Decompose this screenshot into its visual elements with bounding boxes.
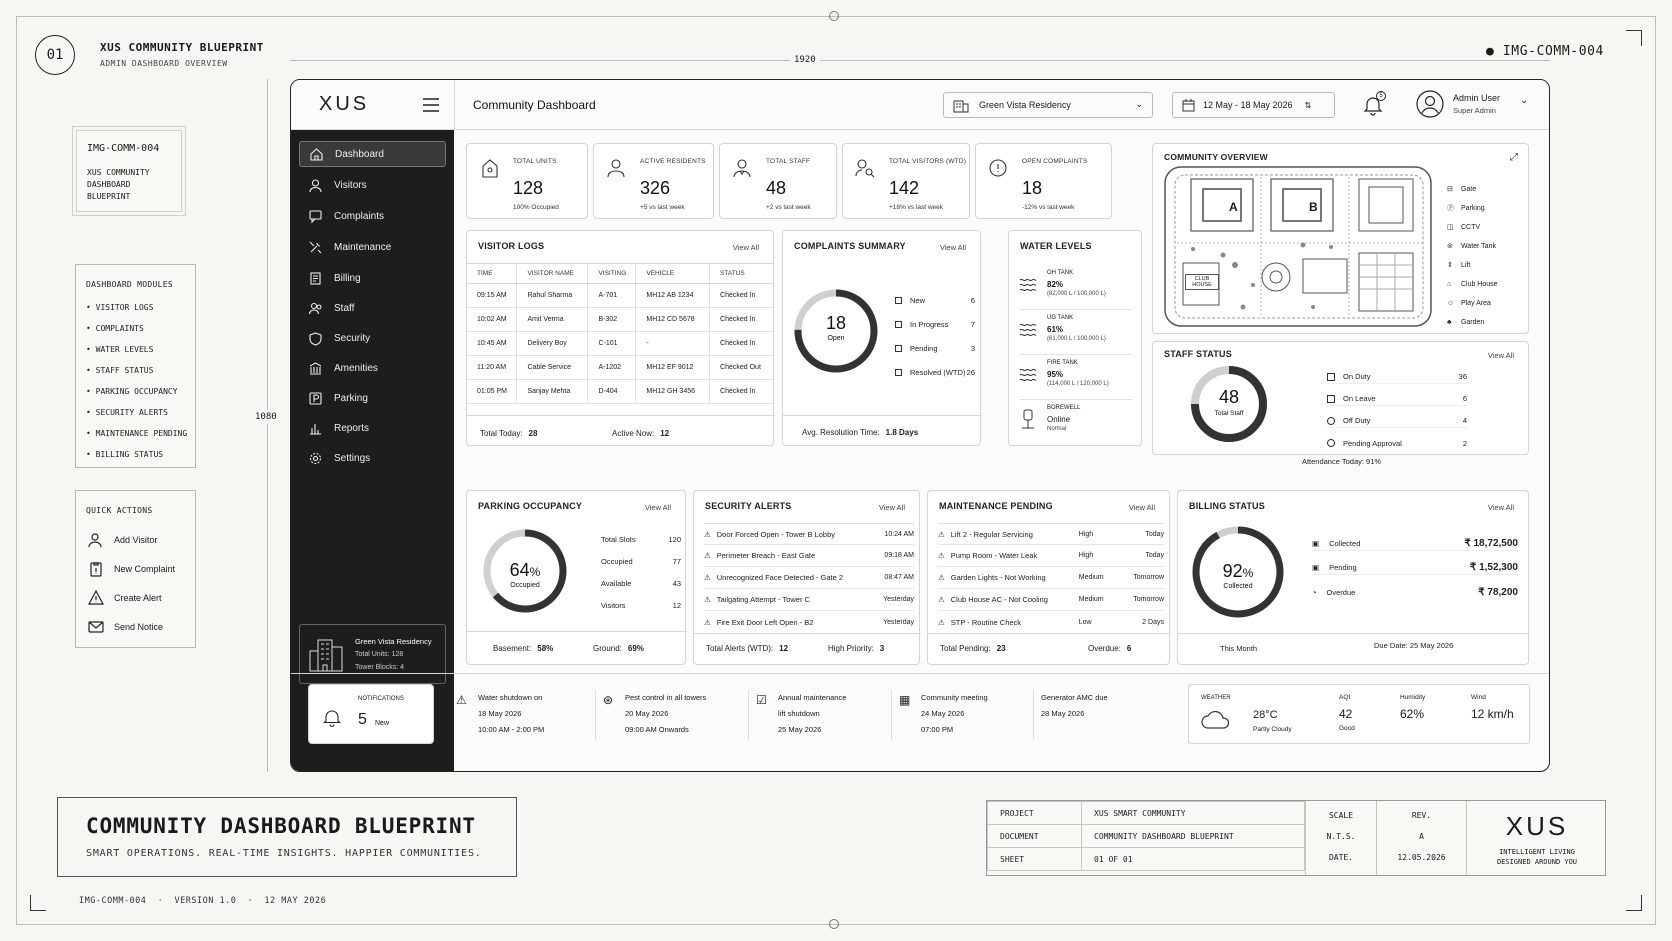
calendar-icon: ▦ xyxy=(899,693,911,707)
security-alerts-card xyxy=(693,490,920,665)
maintenance-view-all[interactable]: View All xyxy=(1128,503,1155,512)
sidebar-item-amenities[interactable]: Amenities xyxy=(299,355,446,381)
stat-value: 48 xyxy=(766,178,787,198)
property-value: Green Vista Residency xyxy=(979,100,1071,110)
app-logo[interactable]: XUS xyxy=(319,93,370,115)
hamburger-menu-icon[interactable] xyxy=(423,98,439,112)
tree-icon: ♣ xyxy=(1447,319,1452,326)
wind-value: 12 km/h xyxy=(1471,707,1514,721)
stat-card-open-complaints[interactable] xyxy=(975,143,1112,219)
security-high: High Priority: 3 xyxy=(828,644,885,653)
camera-icon: ◫ xyxy=(1447,224,1454,231)
home-tag-icon xyxy=(481,158,499,178)
legend-play-area[interactable]: ☺ Play Area xyxy=(1447,294,1498,313)
maintenance-overdue: Overdue: 6 xyxy=(1088,644,1132,653)
weather-panel xyxy=(1188,684,1530,744)
title-block-logo-sub: INTELLIGENT LIVING DESIGNED AROUND YOU xyxy=(1496,848,1578,866)
billing-status-card xyxy=(1177,490,1529,665)
water-levels-card xyxy=(1008,230,1142,446)
staff-row[interactable]: Pending Approval 2 xyxy=(1327,436,1467,450)
stat-label: ACTIVE RESIDENTS xyxy=(640,158,706,165)
quick-action-new-complaint[interactable]: New Complaint xyxy=(88,554,175,583)
header-subtitle: ADMIN DASHBOARD OVERVIEW xyxy=(100,59,228,68)
registration-mark xyxy=(829,919,839,929)
complaints-avg-resolution: Avg. Resolution Time: 1.8 Days xyxy=(802,428,919,437)
notifications-panel[interactable] xyxy=(308,684,434,744)
complaints-count-label: Open xyxy=(827,335,845,342)
complaint-status-row[interactable]: Resolved (WTD) 26 xyxy=(895,365,975,379)
billing-row[interactable]: ◔ Overdue ₹ 78,200 xyxy=(1312,586,1518,598)
landmark-icon xyxy=(309,362,322,375)
parking-view-all[interactable]: View All xyxy=(644,503,671,512)
alert-icon xyxy=(88,590,104,606)
security-alert-row[interactable]: ⚠ Perimeter Breach - East Gate 09:18 AM xyxy=(704,545,914,567)
sidebar-item-staff[interactable]: Staff xyxy=(299,295,446,321)
legend-water-tank[interactable]: ⊚ Water Tank xyxy=(1447,237,1498,256)
staff-row[interactable]: On Leave 6 xyxy=(1327,392,1467,406)
cloud-icon xyxy=(1201,709,1231,729)
chat-icon xyxy=(309,210,322,223)
stat-label: OPEN COMPLAINTS xyxy=(1022,158,1088,165)
staff-row[interactable]: On Duty 36 xyxy=(1327,370,1467,384)
sidebar-item-settings[interactable]: Settings xyxy=(299,445,446,471)
billing-due-date: Due Date: 25 May 2026 xyxy=(1374,641,1454,650)
notice-item[interactable]: Generator AMC due 28 May 2026 xyxy=(1041,693,1108,718)
billing-pct: 92% xyxy=(1222,561,1254,581)
water-levels-title: WATER LEVELS xyxy=(1020,241,1092,251)
quick-action-add-visitor[interactable]: Add Visitor xyxy=(88,525,175,554)
staff-count-label: Total Staff xyxy=(1214,410,1244,417)
stat-card-active-residents[interactable] xyxy=(593,143,714,219)
property-select[interactable] xyxy=(943,92,1153,118)
header-img-id: ● IMG-COMM-004 xyxy=(1486,44,1604,59)
parking-row: Occupied 77 xyxy=(601,556,681,566)
overdue-icon: ◔ xyxy=(1312,587,1317,597)
user-menu-chevron-icon[interactable]: ⌄ xyxy=(1520,95,1529,106)
security-alert-row[interactable]: ⚠ Fire Exit Door Left Open - B2 Yesterday xyxy=(704,617,914,627)
warning-icon: ⚠ xyxy=(456,693,467,707)
billing-row[interactable]: ▣ Pending ₹ 1,52,300 xyxy=(1312,562,1518,573)
topbar-divider xyxy=(454,80,455,130)
stat-card-total-units[interactable] xyxy=(466,143,588,219)
modules-title: DASHBOARD MODULES xyxy=(86,280,173,289)
home-icon xyxy=(310,148,323,161)
staff-icon xyxy=(732,158,752,178)
quick-action-send-notice[interactable]: Send Notice xyxy=(88,612,175,641)
warning-icon: ⚠ xyxy=(704,595,711,604)
maintenance-title: MAINTENANCE PENDING xyxy=(939,501,1053,511)
gate-icon: ⊟ xyxy=(1447,186,1453,193)
wallet-icon: ▣ xyxy=(1312,539,1320,548)
corner-mark xyxy=(1626,895,1642,911)
stat-label: TOTAL VISITORS (WTD) xyxy=(889,158,967,165)
modules-list xyxy=(86,297,187,465)
date-range-value: 12 May - 18 May 2026 xyxy=(1203,100,1293,110)
stat-value: 142 xyxy=(889,178,920,198)
table-row[interactable]: 11:20 AM Cable Service A-1202 MH12 EF 9012 Checked Out xyxy=(467,356,773,380)
shield-icon xyxy=(309,332,322,345)
warning-icon: ⚠ xyxy=(704,617,711,627)
apartment-building-icon xyxy=(308,637,344,673)
footer-meta: IMG-COMM-004 · VERSION 1.0 · 12 MAY 2026 xyxy=(79,896,327,906)
sidebar-item-dashboard[interactable]: Dashboard xyxy=(299,141,446,167)
weather-temp: 28°C xyxy=(1253,709,1278,721)
water-tank-row[interactable]: OH TANK 82% (82,000 L / 100,000 L) xyxy=(1019,268,1133,310)
security-total: Total Alerts (WTD): 12 xyxy=(706,644,789,653)
table-row[interactable]: 10:45 AM Delivery Boy C-101 - Checked In xyxy=(467,332,773,356)
stat-card-total-staff[interactable] xyxy=(719,143,837,219)
warning-icon: ⚠ xyxy=(938,617,945,627)
app-window xyxy=(290,79,1550,772)
water-wave-icon xyxy=(1019,366,1037,382)
id-code: IMG-COMM-004 xyxy=(87,143,160,154)
sidebar-item-parking[interactable]: Parking xyxy=(299,385,446,411)
module-item: • STAFF STATUS xyxy=(86,366,154,375)
staff-attendance: Attendance Today: 91% xyxy=(1301,457,1382,466)
visitor-key-icon xyxy=(855,158,875,178)
title-block: PROJECT XUS SMART COMMUNITY DOCUMENT COMMUNITY DASHBOARD BLUEPRINT SHEET 01 OF 01 SCALE N.T.S. DATE. REV. A 12.05.2026 XUS INTELLIGENT LIVING DESIGNED AROUND YOU xyxy=(986,800,1606,876)
legend-club-house[interactable]: ⌂ Club House xyxy=(1447,275,1498,294)
maintenance-row[interactable]: ⚠ Club House AC - Not Cooling Medium Tomorrow xyxy=(938,589,1164,611)
property-card[interactable] xyxy=(299,624,446,684)
visitor-active-now: Active Now: 12 xyxy=(612,429,670,438)
aqi-status: Good xyxy=(1339,725,1355,732)
humidity-label: Humidity xyxy=(1400,694,1426,701)
complaint-status-row[interactable]: In Progress 7 xyxy=(895,317,975,331)
club-icon: ⌂ xyxy=(1447,281,1452,288)
billing-pct-label: Collected xyxy=(1223,583,1253,590)
legend-cctv[interactable]: ◫ CCTV xyxy=(1447,218,1498,237)
user-name: Admin User xyxy=(1453,93,1501,103)
warning-icon: ⚠ xyxy=(704,573,711,582)
parking-pct-label: Occupied xyxy=(510,582,540,589)
pest-icon: ⊛ xyxy=(603,693,614,707)
notification-badge: 5 xyxy=(1376,91,1386,101)
legend-parking[interactable]: Ⓟ Parking xyxy=(1447,199,1498,218)
bell-icon xyxy=(324,709,340,726)
quick-actions-title: QUICK ACTIONS xyxy=(86,506,153,515)
parking-row: Total Slots 120 xyxy=(601,534,681,544)
play-icon: ☺ xyxy=(1447,300,1455,307)
sheet-number: 01 xyxy=(35,35,75,75)
notifications-new-label: New xyxy=(375,720,390,727)
security-alert-row[interactable]: ⚠ Tailgating Attempt - Tower C Yesterday xyxy=(704,589,914,611)
module-item: • SECURITY ALERTS xyxy=(86,408,168,417)
security-view-all[interactable]: View All xyxy=(878,503,905,512)
complaints-view-all[interactable]: View All xyxy=(939,243,966,252)
dimension-height: 1080 xyxy=(255,412,277,422)
page-title: Community Dashboard xyxy=(473,98,596,112)
water-wave-icon xyxy=(1019,321,1037,337)
maintenance-row[interactable]: ⚠ Lift 2 - Regular Servicing High Today xyxy=(938,523,1164,545)
maintenance-total: Total Pending: 23 xyxy=(940,644,1006,653)
calendar-icon xyxy=(1182,99,1195,112)
module-item: • PARKING OCCUPANCY xyxy=(86,387,178,396)
legend-lift[interactable]: ⇕ Lift xyxy=(1447,256,1498,275)
modules-panel xyxy=(75,264,196,468)
visitor-logs-table: TIME VISITOR NAME VISITING VEHICLE STATUS 09:15 AM Rahul Sharma A-701 MH12 AB 1234 Checked In 10:02 AM Amit Verma B-302 MH12 CD 5678 Checked In 10:45 AM Delivery Boy C-101 - Checked In 11:20 AM Cable Service A-1202 MH12 EF 9012 Checked Out 01:05 PM Sanjay Mehta D-404 MH12 GH 3456 Checked In xyxy=(467,263,773,404)
notice-item[interactable]: ⊛ Pest control in all towers 20 May 2026 09:00 AM Onwards xyxy=(603,690,749,740)
stat-value: 326 xyxy=(640,178,671,198)
corner-mark xyxy=(1626,30,1642,46)
club-house-label: CLUB HOUSE xyxy=(1185,274,1219,290)
scale-cell: SCALE N.T.S. DATE. xyxy=(1305,801,1377,875)
property-card-blocks: Tower Blocks: 4 xyxy=(355,664,405,671)
community-overview-card xyxy=(1152,143,1529,334)
stat-sub: +5 vs last week xyxy=(640,204,685,211)
notice-item[interactable]: ⚠ Water shutdown on 18 May 2026 10:00 AM - 2:00 PM xyxy=(456,690,596,740)
staff-status-card xyxy=(1152,341,1529,466)
module-item: • MAINTENANCE PENDING xyxy=(86,429,188,438)
dimension-line-width xyxy=(290,60,1550,61)
stat-sub: -12% vs last week xyxy=(1022,204,1075,211)
parking-title: PARKING OCCUPANCY xyxy=(478,501,583,511)
module-item: • WATER LEVELS xyxy=(86,345,154,354)
maintenance-row[interactable]: ⚠ STP - Routine Check Low 2 Days xyxy=(938,617,1164,627)
quick-action-create-alert[interactable]: Create Alert xyxy=(88,583,175,612)
sidebar-item-complaints[interactable]: Complaints xyxy=(299,203,446,229)
invoice-icon xyxy=(309,272,322,285)
sidebar-item-reports[interactable]: Reports xyxy=(299,415,446,441)
notifications-count: 5 xyxy=(358,711,367,728)
visitor-logs-card xyxy=(466,230,774,446)
parking-occupancy-card xyxy=(466,490,686,665)
legend-gate[interactable]: ⊟ Gate xyxy=(1447,180,1498,199)
notice-item[interactable]: ▦ Community meeting 24 May 2026 07:00 PM xyxy=(899,690,1034,740)
tools-icon xyxy=(309,241,322,254)
person-icon xyxy=(309,179,322,192)
alert-circle-icon xyxy=(988,158,1008,178)
gear-icon xyxy=(309,452,322,465)
user-role: Super Admin xyxy=(1453,106,1496,115)
table-row[interactable]: 10:02 AM Amit Verma B-302 MH12 CD 5678 Checked In xyxy=(467,308,773,332)
parking-pct: 64% xyxy=(509,560,541,580)
aqi-label: AQI xyxy=(1339,694,1351,701)
weather-label: WEATHER xyxy=(1201,695,1231,701)
property-card-name: Green Vista Residency xyxy=(355,637,432,646)
team-icon xyxy=(309,302,322,315)
aqi-value: 42 xyxy=(1339,707,1353,721)
water-tank-row[interactable]: FIRE TANK 95% (114,000 L / 120,000 L) xyxy=(1019,358,1133,400)
blueprint-title: COMMUNITY DASHBOARD BLUEPRINT xyxy=(86,814,476,838)
blueprint-title-box xyxy=(57,797,517,877)
visitor-logs-view-all[interactable]: View All xyxy=(732,243,759,252)
map-legend xyxy=(1447,180,1498,332)
warning-icon: ⚠ xyxy=(704,551,711,560)
warning-icon: ⚠ xyxy=(938,529,945,539)
corner-mark xyxy=(30,895,46,911)
staff-row[interactable]: Off Duty 4 xyxy=(1327,414,1467,428)
chevron-down-icon: ⌄ xyxy=(1135,99,1143,109)
clock-icon: ▣ xyxy=(1312,563,1320,572)
expand-icon[interactable]: ⤢ xyxy=(1510,152,1518,163)
blueprint-tagline: SMART OPERATIONS. REAL-TIME INSIGHTS. HAPPIER COMMUNITIES. xyxy=(86,848,482,859)
sidebar-item-billing[interactable]: Billing xyxy=(299,265,446,291)
staff-count: 48 xyxy=(1218,387,1240,407)
stat-value: 128 xyxy=(513,178,544,198)
complaints-count: 18 xyxy=(825,313,847,333)
sidebar-item-security[interactable]: Security xyxy=(299,325,446,351)
maintenance-row[interactable]: ⚠ Pump Room - Water Leak High Today xyxy=(938,545,1164,567)
maintenance-row[interactable]: ⚠ Garden Lights - Not Working Medium Tomorrow xyxy=(938,567,1164,589)
table-row[interactable]: 09:15 AM Rahul Sharma A-701 MH12 AB 1234 Checked In xyxy=(467,284,773,308)
complaints-title: COMPLAINTS SUMMARY xyxy=(794,241,906,251)
notice-item[interactable]: ☑ Annual maintenance lift shutdown 25 May 2026 xyxy=(756,690,892,740)
legend-garden[interactable]: ♣ Garden xyxy=(1447,313,1498,332)
maintenance-pending-card xyxy=(927,490,1170,665)
rev-cell: REV. A 12.05.2026 xyxy=(1377,801,1467,875)
parking-icon xyxy=(309,392,322,405)
property-card-units: Total Units: 128 xyxy=(355,651,404,658)
module-item: • COMPLAINTS xyxy=(86,324,144,333)
staff-status-title: STAFF STATUS xyxy=(1164,349,1232,359)
top-bar xyxy=(291,80,1550,130)
water-wave-icon xyxy=(1019,276,1037,292)
checklist-icon: ☑ xyxy=(756,693,767,707)
id-line: BLUEPRINT xyxy=(87,192,131,201)
registration-mark xyxy=(829,11,839,21)
complaints-summary-card xyxy=(782,230,981,446)
stat-sub: +18% vs last week xyxy=(889,204,944,211)
parking-row: Visitors 12 xyxy=(601,600,681,610)
billing-period: This Month xyxy=(1220,644,1258,653)
clipboard-icon xyxy=(88,561,104,577)
parking-basement: Basement: 58% xyxy=(493,644,554,653)
tank-icon: ⊚ xyxy=(1447,243,1453,250)
residents-icon xyxy=(606,158,626,178)
bar-chart-icon xyxy=(309,422,322,435)
complaint-status-row[interactable]: Pending 3 xyxy=(895,341,975,355)
warning-icon: ⚠ xyxy=(938,573,945,582)
dimension-width: 1920 xyxy=(790,55,820,65)
table-row[interactable]: 01:05 PM Sanjay Mehta D-404 MH12 GH 3456 Checked In xyxy=(467,380,773,404)
warning-icon: ⚠ xyxy=(938,551,945,560)
billing-row[interactable]: ▣ Collected ₹ 18,72,500 xyxy=(1312,538,1518,549)
sidebar-item-maintenance[interactable]: Maintenance xyxy=(299,234,446,260)
billing-view-all[interactable]: View All xyxy=(1487,503,1514,512)
parking-icon: Ⓟ xyxy=(1447,205,1454,212)
warning-icon: ⚠ xyxy=(938,595,945,604)
stat-sub: 100% Occupied xyxy=(513,204,559,211)
water-tank-row[interactable]: UG TANK 61% (61,000 L / 100,000 L) xyxy=(1019,313,1133,355)
img-id-text: IMG-COMM-004 xyxy=(1502,44,1604,59)
building-icon xyxy=(953,98,969,112)
security-alert-row[interactable]: ⚠ Unrecognized Face Detected - Gate 2 08:47 AM xyxy=(704,567,914,589)
stat-label: TOTAL UNITS xyxy=(513,158,557,165)
visitor-total-today: Total Today: 28 xyxy=(480,429,538,438)
lift-icon: ⇕ xyxy=(1447,262,1453,269)
community-site-map[interactable] xyxy=(1163,165,1433,328)
quick-actions-panel xyxy=(75,490,196,648)
water-tank-row[interactable]: BOREWELL Online Normal xyxy=(1019,403,1133,443)
stat-card-total-visitors[interactable] xyxy=(842,143,970,219)
title-block-logo: XUS xyxy=(1505,811,1569,841)
mail-icon xyxy=(88,619,104,635)
warning-icon: ⚠ xyxy=(704,529,711,539)
block-b-label: B xyxy=(1309,200,1318,214)
stat-value: 18 xyxy=(1022,178,1043,198)
id-line: DASHBOARD xyxy=(87,180,131,189)
swap-icon: ⇅ xyxy=(1304,100,1312,110)
weather-condition: Partly Cloudy xyxy=(1253,726,1292,733)
header-title: XUS COMMUNITY BLUEPRINT xyxy=(100,41,264,54)
parking-row: Available 43 xyxy=(601,578,681,588)
wind-label: Wind xyxy=(1471,694,1486,701)
module-item: • BILLING STATUS xyxy=(86,450,164,459)
id-box xyxy=(76,130,182,212)
security-title: SECURITY ALERTS xyxy=(705,501,792,511)
staff-view-all[interactable]: View All xyxy=(1487,351,1514,360)
parking-ground: Ground: 69% xyxy=(593,644,644,653)
sidebar xyxy=(291,130,454,772)
id-line: XUS COMMUNITY xyxy=(87,168,150,177)
dimension-line-height xyxy=(267,79,268,772)
notifications-label: NOTIFICATIONS xyxy=(358,696,404,702)
visitor-logs-title: VISITOR LOGS xyxy=(478,241,545,251)
date-range-picker[interactable] xyxy=(1172,92,1335,118)
security-alert-row[interactable]: ⚠ Door Forced Open - Tower B Lobby 10:24 AM xyxy=(704,523,914,545)
person-add-icon xyxy=(88,532,104,548)
humidity-value: 62% xyxy=(1400,707,1425,721)
billing-title: BILLING STATUS xyxy=(1189,501,1265,511)
community-overview-title: COMMUNITY OVERVIEW xyxy=(1164,152,1268,162)
stat-label: TOTAL STAFF xyxy=(766,158,811,165)
block-a-label: A xyxy=(1229,200,1238,214)
stat-sub: +2 vs last week xyxy=(766,204,811,211)
borewell-icon xyxy=(1021,409,1035,429)
module-item: • VISITOR LOGS xyxy=(86,303,154,312)
complaint-status-row[interactable]: New 6 xyxy=(895,293,975,307)
avatar[interactable] xyxy=(1416,90,1444,118)
sidebar-item-visitors[interactable]: Visitors xyxy=(299,172,446,198)
